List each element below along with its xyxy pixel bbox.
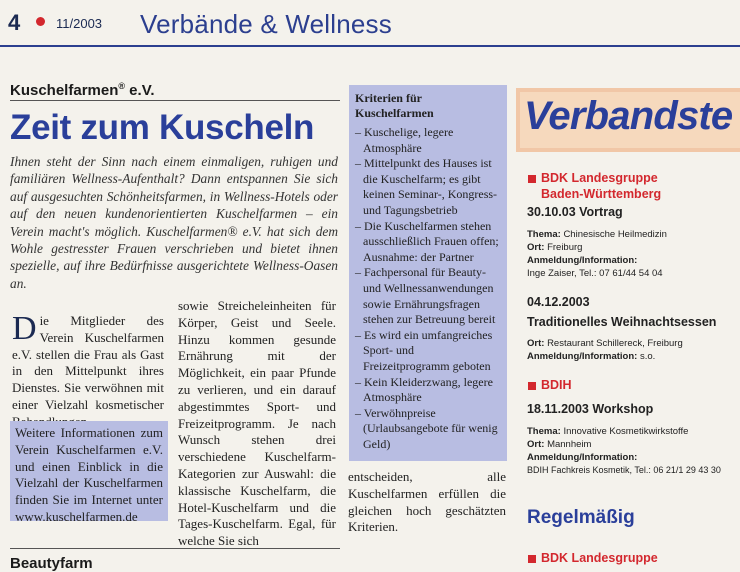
kicker-text: Kuschelfarmen — [10, 82, 119, 99]
red-dot-icon — [36, 17, 45, 26]
criteria-item: – Kein Kleiderzwang, legere Atmosphäre — [355, 374, 493, 405]
criteria-item: – Es wird ein umfangreiches Sport- und Freizeitprogramm geboten — [355, 327, 493, 373]
group-org: BDIH — [541, 378, 572, 392]
location-value: Freiburg — [547, 242, 583, 253]
event-title: Traditionelles Weihnachtsessen — [527, 315, 717, 329]
article-kicker — [10, 81, 155, 99]
event-topic — [527, 425, 688, 438]
criteria-item: – Verwöhnpreise (Urlaubsangebote für wenig Geld) — [355, 405, 498, 451]
info-box: Weitere Informationen zum Verein Kuschelfarmen e.V. und einen Einblick in die Vielzahl der Kuschelfarmen finden Sie im Internet unter www.kuschelfarmen.de — [10, 421, 168, 521]
location-label: Ort: — [527, 242, 545, 253]
event-location — [527, 337, 683, 350]
kicker-rule — [10, 100, 340, 101]
article-column-2: sowie Streicheleinheiten für Körper, Geist und Seele. Hinzu kommen gesunde Ernährung mit der Möglichkeit, ein paar Pfunde zu verlieren, und ein darauf abgestimmtes Sport- und Freizeitprogramm. Je nach Wunsch stehen drei verschiedene Kuschelfarm-Kategorien zur Auswahl: die klassische Kuschelfarm, die Hotel-Kuschelfarm und die Tages-Kuschelfarm. Egal, für welche Sie sich — [178, 298, 336, 549]
drop-cap: D — [12, 310, 37, 347]
location-label: Ort: — [527, 338, 545, 349]
section-title: Verbände & Wellness — [140, 9, 392, 39]
event-registration-label — [527, 254, 637, 267]
group-org: BDK Landesgruppe — [541, 171, 658, 185]
article-lead: Ihnen steht der Sinn nach einem einmaligen, ruhigen und familiären Wellness-Aufenthalt? Dann entspannen Sie sich auf ausgesuchten Schönheitsfarmen, in Wellness-Hotels oder auf den neuen kundenorientierten Kuschelfarmen – ein Verein macht's möglich. Kuschelfarmen® e.V. hat sich dem Wohle gestresster Frauen verschrieben und bietet ihnen spezielle, auf ihre Bedürfnisse ausgerichtete Wellness-Oasen an. — [10, 154, 338, 291]
registration-label: Anmeldung/Information: — [527, 255, 638, 266]
event-registration — [527, 350, 655, 363]
group-region: Baden-Württemberg — [541, 187, 662, 201]
criteria-item: – Die Kuschelfarmen stehen ausschließlich Frauen offen; Ausnahme: der Partner — [355, 218, 499, 264]
article-headline: Zeit zum Kuscheln — [10, 108, 315, 147]
registered-mark: ® — [118, 81, 126, 91]
kicker-suffix: e.V. — [125, 82, 155, 99]
article-column-1 — [12, 310, 164, 431]
regular-heading: Regelmäßig — [527, 507, 635, 528]
event-location — [527, 438, 591, 451]
criteria-box — [349, 85, 507, 461]
event-registration-label — [527, 451, 637, 464]
topic-label: Thema: — [527, 426, 561, 437]
criteria-item: – Kuschelige, legere Atmosphäre — [355, 125, 454, 155]
column-1-text: ie Mitglieder des Verein Kuschelfarmen e.V. stellen die Frau als Gast in den Mittelpunkt ihres Dienstes. Sie verwöhnen mit einer Vielzahl kosmetischer — [12, 313, 164, 412]
event-date: 04.12.2003 — [527, 295, 590, 309]
sidebar-title: Verbandste — [524, 94, 733, 138]
bullet-square-icon — [528, 382, 536, 390]
registration-label: Anmeldung/Information: — [527, 351, 638, 362]
event-topic — [527, 228, 667, 241]
registration-label: Anmeldung/Information: — [527, 452, 638, 463]
criteria-item: – Mittelpunkt des Hauses ist die Kuschelfarm; es gibt keinen Seminar-, Kongress- und Tagungsbetrieb — [355, 156, 498, 217]
bullet-square-icon — [528, 555, 536, 563]
criteria-item: – Fachpersonal für Beauty- und Wellnessanwendungen sowie Ernährungsfragen stehen zur Betreuung bereit — [355, 265, 496, 327]
article-column-3: entscheiden, alle Kuschelfarmen erfüllen die gleichen hoch geschätzten Kriterien. — [348, 469, 506, 535]
topic-value: Chinesische Heilmedizin — [563, 229, 667, 240]
location-value: Restaurant Schillereck, Freiburg — [547, 338, 683, 349]
issue-number: 11/2003 — [56, 16, 103, 31]
event-contact: Inge Zaiser, Tel.: 07 61/44 54 04 — [527, 268, 663, 279]
location-label: Ort: — [527, 439, 545, 450]
criteria-title: Kriterien für Kuschelfarmen — [355, 91, 434, 120]
page-number: 4 — [8, 10, 21, 35]
next-article-rule — [10, 548, 340, 549]
next-article-heading: Beautyfarm — [10, 555, 93, 572]
event-date: 18.11.2003 Workshop — [527, 402, 654, 416]
criteria-list — [355, 125, 501, 452]
header-rule — [0, 45, 740, 47]
topic-value: Innovative Kosmetikwirkstoffe — [563, 426, 689, 437]
event-contact: BDIH Fachkreis Kosmetik, Tel.: 06 21/1 29 43 30 — [527, 465, 721, 475]
topic-label: Thema: — [527, 229, 561, 240]
bullet-square-icon — [528, 175, 536, 183]
location-value: Mannheim — [547, 439, 592, 450]
registration-value: s.o. — [639, 351, 656, 362]
group-org: BDK Landesgruppe — [541, 551, 658, 565]
event-location — [527, 241, 582, 254]
event-date: 30.10.03 Vortrag — [527, 205, 623, 219]
